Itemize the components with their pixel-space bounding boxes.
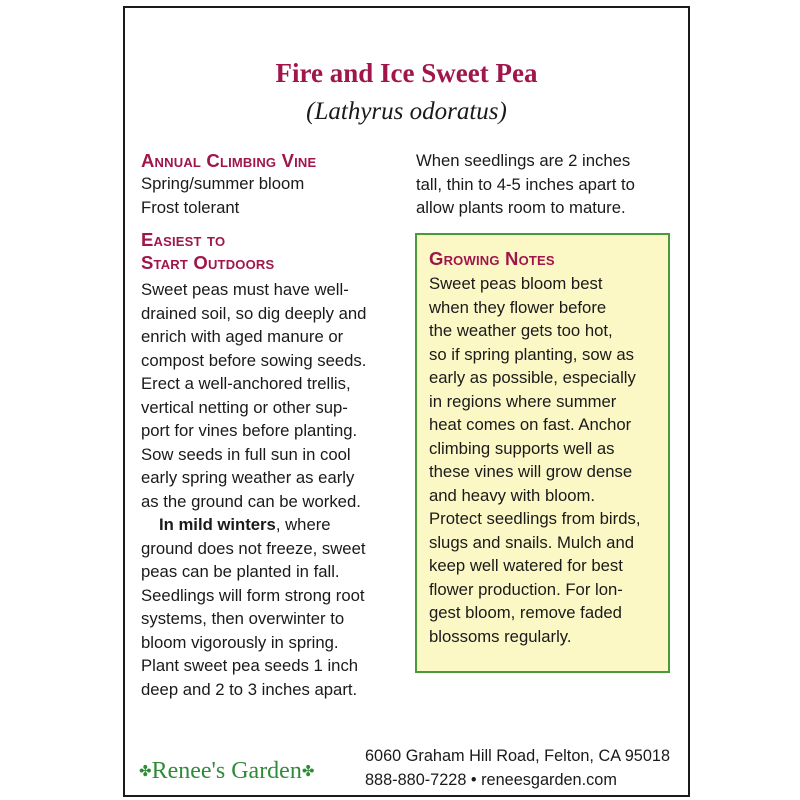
text-line: vertical netting or other sup- <box>141 397 348 417</box>
text-line: drained soil, so dig deeply and <box>141 303 367 323</box>
text-line: deep and 2 to 3 inches apart. <box>141 679 358 699</box>
mild-winters-first-line <box>141 513 391 537</box>
renees-garden-logo <box>139 758 314 785</box>
text-line: early as possible, especially <box>429 368 636 387</box>
text-line: so if spring planting, sow as <box>429 344 634 364</box>
text-line: enrich with aged manure or <box>141 327 344 346</box>
growing-notes-box <box>415 233 670 673</box>
text-line: Plant sweet pea seeds 1 inch <box>141 656 359 675</box>
heading-annual-climbing-vine: Annual Climbing Vine <box>141 150 317 171</box>
text-line: Protect seedlings from birds, <box>429 509 641 528</box>
text-line: Sow seeds in full sun in cool <box>141 444 351 464</box>
frost-line: Frost tolerant <box>141 197 240 217</box>
packet-title: Fire and Ice Sweet Pea <box>275 58 538 88</box>
text-line: ground does not freeze, sweet <box>141 538 366 558</box>
growing-notes-paragraph <box>429 272 656 648</box>
flower-ornament-icon: ✤ <box>301 764 315 780</box>
text-line: When seedlings are 2 inches <box>416 151 631 170</box>
text-line: early spring weather as early <box>141 468 355 487</box>
text-line: Sweet peas must have well- <box>141 280 349 299</box>
right-column <box>416 149 686 220</box>
latin-name: (Lathyrus odoratus) <box>306 98 507 125</box>
text-line: blossoms regularly. <box>429 626 572 646</box>
text-line: allow plants room to mature. <box>416 198 626 217</box>
text-line: slugs and snails. Mulch and <box>429 532 635 552</box>
text-line: flower production. For lon- <box>429 579 623 599</box>
text-line: Seedlings will form strong root <box>141 585 365 605</box>
seed-packet-back <box>123 6 690 797</box>
text-line: Erect a well-anchored trellis, <box>141 374 351 393</box>
text-line: as the ground can be worked. <box>141 491 361 511</box>
sowing-paragraph <box>141 278 391 513</box>
text-line: heat comes on fast. Anchor <box>429 415 632 434</box>
text-line: systems, then overwinter to <box>141 609 345 628</box>
text-line: port for vines before planting. <box>141 421 358 440</box>
text-line: the weather gets too hot, <box>429 321 613 340</box>
text-line: keep well watered for best <box>429 556 623 575</box>
text-line: these vines will grow dense <box>429 462 633 481</box>
left-column <box>141 149 391 701</box>
phone-website: 888-880-7228 • reneesgarden.com <box>365 771 617 789</box>
mild-winters-rest: , where <box>275 515 331 534</box>
text-line: tall, thin to 4-5 inches apart to <box>416 174 635 194</box>
text-line: bloom vigorously in spring. <box>141 632 339 652</box>
logo-text: Renee's Garden <box>151 758 302 784</box>
text-line: compost before sowing seeds. <box>141 350 367 370</box>
text-line: peas can be planted in fall. <box>141 562 340 581</box>
heading-growing-notes: Growing Notes <box>429 248 555 269</box>
text-line: Sweet peas bloom best <box>429 274 603 293</box>
text-line: and heavy with bloom. <box>429 485 596 505</box>
heading-easiest-line1: Easiest to <box>141 229 226 250</box>
address: 6060 Graham Hill Road, Felton, CA 95018 <box>365 747 670 765</box>
mild-winters-paragraph <box>141 537 391 702</box>
bloom-line: Spring/summer bloom <box>141 174 305 193</box>
heading-easiest-line2: Start Outdoors <box>141 252 275 273</box>
flower-ornament-icon: ✤ <box>139 764 152 780</box>
mild-winters-bold: In mild winters <box>159 515 276 534</box>
text-line: when they flower before <box>429 297 607 317</box>
text-line: climbing supports well as <box>429 438 615 458</box>
text-line: in regions where summer <box>429 391 617 411</box>
contact-info <box>365 744 685 792</box>
thinning-paragraph <box>416 149 686 220</box>
text-line: gest bloom, remove faded <box>429 603 622 622</box>
